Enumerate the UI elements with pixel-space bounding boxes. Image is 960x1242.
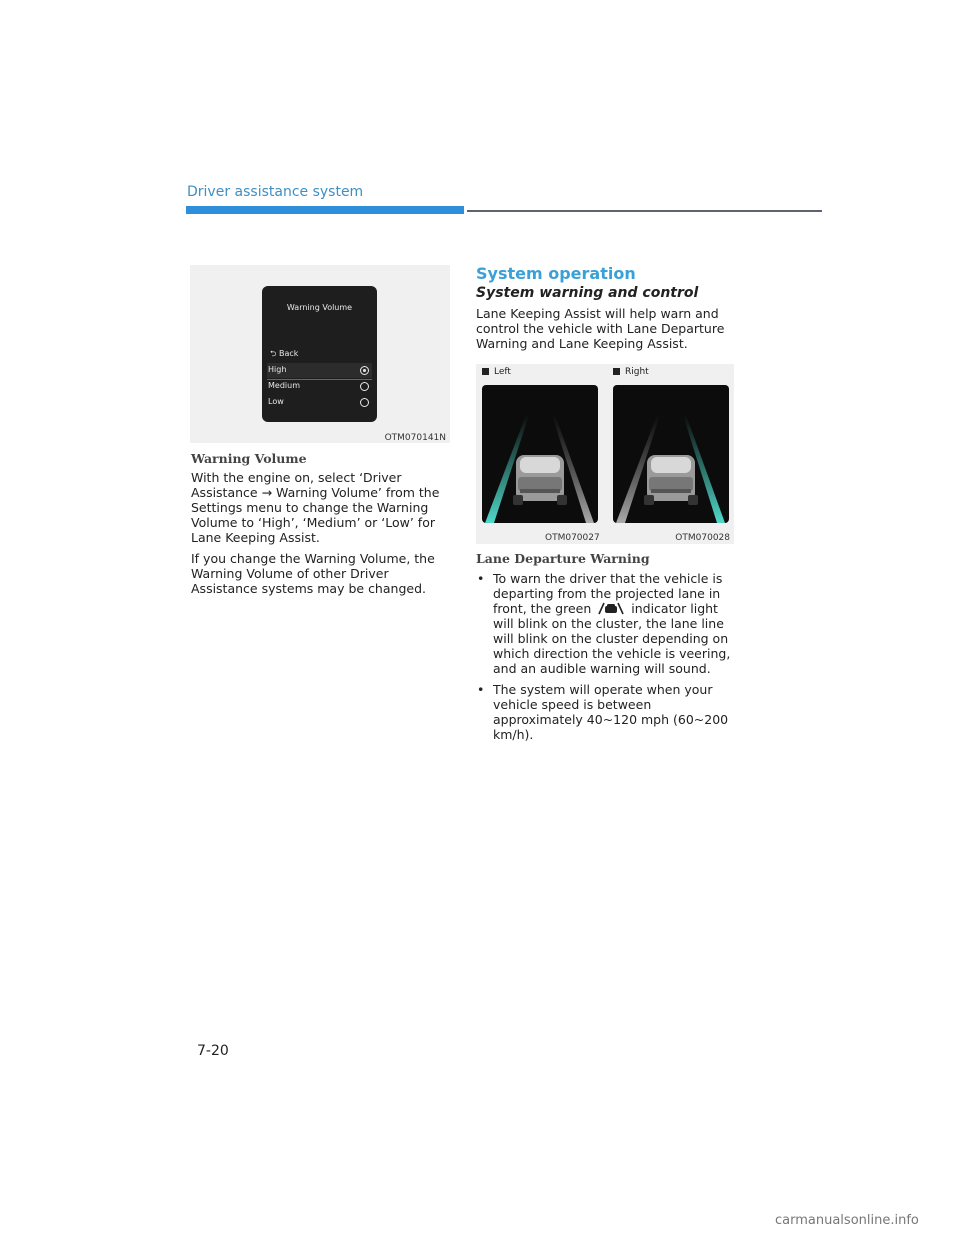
option-low — [267, 395, 372, 410]
left-label: Left — [494, 367, 511, 377]
left-panel-label — [482, 367, 511, 377]
bullet-square-icon — [482, 368, 489, 375]
back-item — [270, 348, 298, 362]
list-item — [476, 682, 738, 742]
screen-title: Warning Volume — [286, 303, 353, 312]
warning-volume-figure — [190, 265, 450, 443]
left-figure-code: OTM070027 — [545, 533, 600, 543]
option-label: Medium — [268, 381, 300, 390]
lane-departure-bullets — [476, 571, 738, 748]
system-warning-subheading: System warning and control — [476, 285, 699, 301]
bullet-dot: • — [477, 682, 485, 697]
system-operation-heading: System operation — [476, 264, 636, 283]
right-lane-screen — [613, 385, 729, 523]
warning-volume-text — [191, 470, 446, 602]
lane-departure-right-icon — [613, 385, 729, 523]
option-medium — [267, 379, 372, 394]
lane-departure-heading: Lane Departure Warning — [476, 551, 650, 566]
bullet-dot: • — [477, 571, 485, 586]
back-label: Back — [278, 349, 299, 358]
header-rule-accent — [186, 206, 464, 214]
radio-icon — [360, 382, 369, 391]
right-panel-label — [613, 367, 649, 377]
option-label: Low — [268, 397, 284, 406]
paragraph: If you change the Warning Volume, the Warning Volume of other Driver Assistance systems may be changed. — [191, 551, 435, 596]
warning-volume-heading: Warning Volume — [191, 451, 307, 466]
radio-icon — [360, 398, 369, 407]
header-rule — [467, 210, 822, 212]
left-lane-screen — [482, 385, 598, 523]
bullet-square-icon — [613, 368, 620, 375]
watermark: carmanualsonline.info — [775, 1213, 919, 1228]
right-figure-code: OTM070028 — [675, 533, 730, 543]
radio-selected-icon — [360, 366, 369, 375]
bullet-text: To warn the driver that the vehicle is departing from the projected lane in front, the green — [493, 571, 723, 616]
section-title: Driver assistance system — [187, 184, 364, 200]
right-label: Right — [625, 367, 649, 377]
lane-departure-figure — [476, 364, 734, 544]
option-high — [267, 363, 372, 378]
lane-departure-left-icon — [482, 385, 598, 523]
bullet-text: The system will operate when your vehicle speed is between approximately 40~120 mph (60~200 km/h). — [493, 682, 729, 742]
bullet-text: indicator light will blink on the cluster, the lane line will blink on the cluster depending on which direction the vehicle is veering, and an audible warning will sound. — [493, 601, 731, 676]
list-item — [476, 571, 738, 676]
page-number: 7-20 — [197, 1043, 229, 1059]
system-operation-text: Lane Keeping Assist will help warn and control the vehicle with Lane Departure Warning and Lane Keeping Assist. — [476, 306, 725, 351]
option-label: High — [268, 365, 287, 374]
cluster-screen — [262, 286, 377, 422]
paragraph: With the engine on, select ‘Driver Assistance → Warning Volume’ from the Settings menu to change the Warning Volume to ‘High’, ‘Medium’ or ‘Low’ for Lane Keeping Assist. — [191, 470, 440, 545]
back-arrow-icon: ⮌ — [270, 349, 277, 358]
figure-code: OTM070141N — [384, 433, 446, 443]
lane-departure-indicator-icon — [595, 602, 627, 615]
